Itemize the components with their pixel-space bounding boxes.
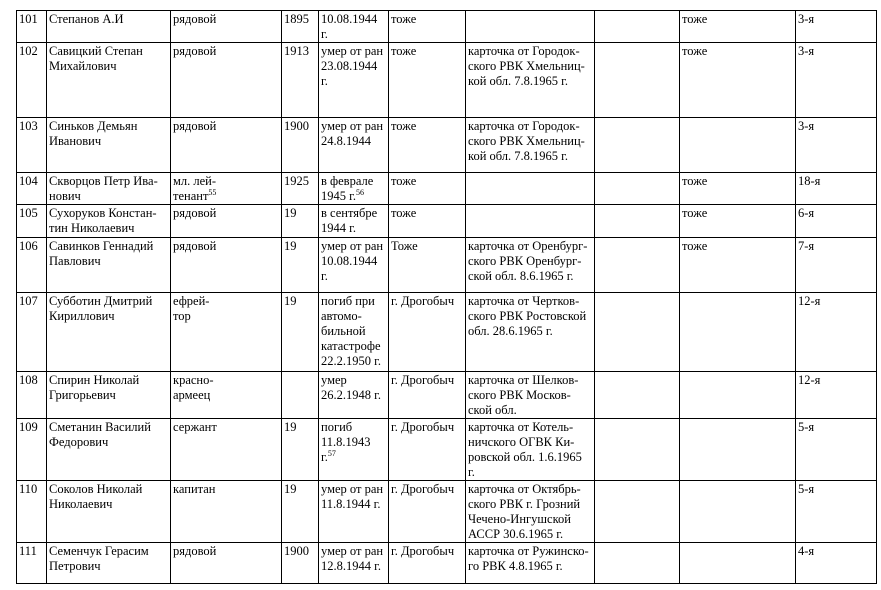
cell-line: 26.2.1948 г. (321, 388, 381, 402)
cell-number (17, 118, 47, 173)
cell-line: рядовой (173, 44, 217, 58)
cell-text: 107 (19, 294, 38, 308)
cell-grave-number (796, 543, 877, 584)
cell-line: погиб при (321, 294, 375, 308)
cell-line: Савинков Геннадий (49, 239, 154, 253)
cell-birth-year (282, 543, 319, 584)
cell-source-card (466, 118, 595, 173)
cell-burial-place (389, 118, 466, 173)
cell-rank (171, 543, 282, 584)
cell-rank (171, 372, 282, 419)
table-row (17, 238, 877, 293)
cell-line: тоже (391, 119, 417, 133)
cell-text: 7-я (798, 239, 815, 253)
cell-burial-place (389, 372, 466, 419)
cell-rank (171, 118, 282, 173)
cell-text: 1900 (284, 119, 309, 133)
cell-line: сержант (173, 420, 217, 434)
cell-empty (595, 543, 680, 584)
cell-line: ского РВК Оренбург- (468, 254, 582, 268)
cell-text: тоже (682, 12, 708, 26)
cell-text: 3-я (798, 44, 815, 58)
cell-text: 103 (19, 119, 38, 133)
cell-empty (595, 43, 680, 118)
cell-full-name (47, 173, 171, 205)
cell-line: Степанов А.И (49, 12, 124, 26)
cell-text: 104 (19, 174, 38, 188)
cell-full-name (47, 43, 171, 118)
table-row (17, 372, 877, 419)
cell-reburial-place (680, 293, 796, 372)
cell-line: Спирин Николай (49, 373, 140, 387)
cell-death-info (319, 543, 389, 584)
cell-line: ского РВК Хмельниц- (468, 134, 585, 148)
footnote-marker: 55 (208, 187, 217, 197)
cell-full-name (47, 11, 171, 43)
cell-text: тоже (682, 44, 708, 58)
cell-line: 10.08.1944 (321, 12, 378, 26)
cell-source-card (466, 43, 595, 118)
cell-burial-place (389, 238, 466, 293)
burial-register-table (16, 10, 877, 584)
cell-line: армеец (173, 388, 211, 402)
cell-line: ничского ОГВК Ки- (468, 435, 575, 449)
cell-text: 3-я (798, 119, 815, 133)
table-row (17, 481, 877, 543)
cell-full-name (47, 372, 171, 419)
cell-line: ского РВК Хмельниц- (468, 59, 585, 73)
cell-text: 1900 (284, 544, 309, 558)
cell-number (17, 481, 47, 543)
cell-grave-number (796, 173, 877, 205)
cell-line: мл. лей- (173, 174, 217, 188)
cell-line: Сметанин Василий (49, 420, 151, 434)
cell-rank (171, 11, 282, 43)
cell-reburial-place (680, 43, 796, 118)
cell-number (17, 238, 47, 293)
cell-reburial-place (680, 173, 796, 205)
cell-reburial-place (680, 543, 796, 584)
cell-number (17, 419, 47, 481)
cell-death-info (319, 11, 389, 43)
cell-line: карточка от Городок- (468, 119, 580, 133)
cell-text: 19 (284, 206, 297, 220)
cell-number (17, 205, 47, 238)
cell-line: карточка от Чертков- (468, 294, 580, 308)
cell-rank (171, 481, 282, 543)
cell-line: тин Николаевич (49, 221, 135, 235)
cell-grave-number (796, 43, 877, 118)
cell-number (17, 293, 47, 372)
cell-source-card (466, 543, 595, 584)
cell-text: 108 (19, 373, 38, 387)
cell-rank (171, 238, 282, 293)
cell-death-info (319, 43, 389, 118)
cell-birth-year (282, 372, 319, 419)
cell-rank (171, 43, 282, 118)
cell-number (17, 372, 47, 419)
cell-grave-number (796, 205, 877, 238)
cell-line: умер от ран (321, 239, 384, 253)
cell-line: тоже (391, 12, 417, 26)
cell-text: 1925 (284, 174, 309, 188)
cell-rank (171, 173, 282, 205)
cell-line: Григорьевич (49, 388, 116, 402)
cell-source-card (466, 205, 595, 238)
cell-line: г. (468, 465, 475, 479)
cell-text: 109 (19, 420, 38, 434)
cell-line: карточка от Октябрь- (468, 482, 581, 496)
cell-source-card (466, 11, 595, 43)
cell-death-info (319, 293, 389, 372)
cell-line: погиб (321, 420, 353, 434)
cell-line: Соколов Николай (49, 482, 143, 496)
cell-line: г.$^{57}$ (321, 448, 336, 464)
cell-full-name (47, 205, 171, 238)
cell-line: ского РВК г. Грозний (468, 497, 581, 511)
cell-death-info (319, 481, 389, 543)
cell-line: бильной (321, 324, 366, 338)
cell-line: умер от ран (321, 482, 384, 496)
cell-burial-place (389, 419, 466, 481)
cell-number (17, 543, 47, 584)
cell-line: г. Дрогобыч (391, 373, 455, 387)
cell-line: тор (173, 309, 191, 323)
table-row (17, 173, 877, 205)
cell-line: 23.08.1944 (321, 59, 378, 73)
cell-full-name (47, 238, 171, 293)
cell-text: тоже (682, 174, 708, 188)
cell-full-name (47, 293, 171, 372)
table-body (17, 11, 877, 584)
table-row (17, 419, 877, 481)
cell-reburial-place (680, 372, 796, 419)
cell-burial-place (389, 543, 466, 584)
cell-line: г. Дрогобыч (391, 294, 455, 308)
cell-empty (595, 205, 680, 238)
cell-death-info (319, 372, 389, 419)
cell-reburial-place (680, 419, 796, 481)
cell-line: Савицкий Степан (49, 44, 143, 58)
cell-line: Михайлович (49, 59, 117, 73)
footnote-marker: 57 (327, 448, 336, 458)
cell-line: автомо- (321, 309, 362, 323)
cell-line: г. Дрогобыч (391, 544, 455, 558)
cell-text: 1913 (284, 44, 309, 58)
cell-line: ровской обл. 1.6.1965 (468, 450, 582, 464)
cell-line: ского РВК Ростовской (468, 309, 587, 323)
cell-reburial-place (680, 205, 796, 238)
table-row (17, 43, 877, 118)
cell-number (17, 11, 47, 43)
cell-text: 102 (19, 44, 38, 58)
table-row (17, 11, 877, 43)
cell-text: тоже (682, 239, 708, 253)
cell-reburial-place (680, 11, 796, 43)
cell-birth-year (282, 173, 319, 205)
cell-full-name (47, 543, 171, 584)
cell-source-card (466, 173, 595, 205)
table-row (17, 118, 877, 173)
cell-line: рядовой (173, 119, 217, 133)
cell-grave-number (796, 293, 877, 372)
footnote-marker: 56 (355, 187, 364, 197)
cell-line: 12.8.1944 г. (321, 559, 381, 573)
cell-text: 6-я (798, 206, 815, 220)
cell-text: 106 (19, 239, 38, 253)
cell-birth-year (282, 419, 319, 481)
cell-line: г. Дрогобыч (391, 482, 455, 496)
cell-empty (595, 293, 680, 372)
cell-rank (171, 293, 282, 372)
cell-empty (595, 118, 680, 173)
cell-line: Синьков Демьян (49, 119, 138, 133)
cell-line: карточка от Ружинско- (468, 544, 589, 558)
cell-line: карточка от Шелков- (468, 373, 579, 387)
cell-line: 11.8.1944 г. (321, 497, 381, 511)
cell-empty (595, 372, 680, 419)
cell-full-name (47, 118, 171, 173)
cell-line: Федорович (49, 435, 109, 449)
cell-line: 1945 г.$^{56}$ (321, 187, 364, 203)
cell-line: г. Дрогобыч (391, 420, 455, 434)
cell-grave-number (796, 11, 877, 43)
cell-line: ского РВК Москов- (468, 388, 571, 402)
cell-full-name (47, 419, 171, 481)
cell-line: кой обл. 7.8.1965 г. (468, 149, 569, 163)
cell-line: Скворцов Петр Ива- (49, 174, 158, 188)
cell-grave-number (796, 118, 877, 173)
cell-burial-place (389, 43, 466, 118)
cell-line: капитан (173, 482, 216, 496)
cell-line: тоже (391, 174, 417, 188)
cell-rank (171, 419, 282, 481)
cell-empty (595, 173, 680, 205)
cell-line: ской обл. 8.6.1965 г. (468, 269, 574, 283)
cell-text: 5-я (798, 482, 815, 496)
cell-death-info (319, 205, 389, 238)
cell-source-card (466, 419, 595, 481)
cell-empty (595, 419, 680, 481)
cell-birth-year (282, 11, 319, 43)
table-row (17, 205, 877, 238)
cell-full-name (47, 481, 171, 543)
cell-line: рядовой (173, 544, 217, 558)
cell-source-card (466, 372, 595, 419)
cell-text: 111 (19, 544, 37, 558)
cell-line: нович (49, 189, 81, 203)
cell-birth-year (282, 43, 319, 118)
cell-empty (595, 481, 680, 543)
cell-line: умер от ран (321, 544, 384, 558)
cell-line: 24.8.1944 (321, 134, 371, 148)
cell-birth-year (282, 481, 319, 543)
cell-text: 1895 (284, 12, 309, 26)
cell-line: Иванович (49, 134, 102, 148)
cell-line: Тоже (391, 239, 418, 253)
cell-birth-year (282, 293, 319, 372)
cell-line: Павлович (49, 254, 101, 268)
cell-reburial-place (680, 238, 796, 293)
cell-line: обл. 28.6.1965 г. (468, 324, 553, 338)
cell-line: 11.8.1943 (321, 435, 371, 449)
cell-number (17, 173, 47, 205)
cell-text: 5-я (798, 420, 815, 434)
cell-text: 4-я (798, 544, 815, 558)
cell-line: Сухоруков Констан- (49, 206, 157, 220)
cell-line: Субботин Дмитрий (49, 294, 153, 308)
cell-line: в феврале (321, 174, 374, 188)
cell-birth-year (282, 118, 319, 173)
cell-line: 22.2.1950 г. (321, 354, 381, 368)
cell-line: г. (321, 27, 328, 41)
cell-text: 12-я (798, 294, 821, 308)
cell-death-info (319, 173, 389, 205)
cell-line: красно- (173, 373, 214, 387)
cell-rank (171, 205, 282, 238)
cell-line: в сентябре (321, 206, 378, 220)
cell-line: умер от ран (321, 44, 384, 58)
cell-line: умер (321, 373, 347, 387)
cell-text: 3-я (798, 12, 815, 26)
cell-line: тенант$^{55}$ (173, 187, 217, 203)
cell-burial-place (389, 293, 466, 372)
cell-birth-year (282, 205, 319, 238)
cell-line: АССР 30.6.1965 г. (468, 527, 564, 541)
cell-reburial-place (680, 481, 796, 543)
cell-line: Николаевич (49, 497, 113, 511)
cell-line: кой обл. 7.8.1965 г. (468, 74, 569, 88)
cell-text: тоже (682, 206, 708, 220)
cell-text: 19 (284, 239, 297, 253)
cell-line: ефрей- (173, 294, 210, 308)
cell-source-card (466, 293, 595, 372)
cell-line: Чечено-Ингушской (468, 512, 571, 526)
table-row (17, 543, 877, 584)
cell-death-info (319, 118, 389, 173)
cell-grave-number (796, 419, 877, 481)
cell-text: 12-я (798, 373, 821, 387)
cell-line: 1944 г. (321, 221, 356, 235)
cell-empty (595, 11, 680, 43)
cell-line: рядовой (173, 206, 217, 220)
cell-source-card (466, 238, 595, 293)
table-row (17, 293, 877, 372)
cell-source-card (466, 481, 595, 543)
cell-empty (595, 238, 680, 293)
cell-number (17, 43, 47, 118)
cell-death-info (319, 419, 389, 481)
cell-text: 110 (19, 482, 38, 496)
cell-line: тоже (391, 44, 417, 58)
cell-line: г. (321, 74, 328, 88)
cell-line: карточка от Городок- (468, 44, 580, 58)
cell-burial-place (389, 481, 466, 543)
cell-line: карточка от Котель- (468, 420, 574, 434)
cell-line: Кириллович (49, 309, 115, 323)
cell-line: 10.08.1944 (321, 254, 378, 268)
cell-line: г. (321, 269, 328, 283)
cell-line: ской обл. (468, 403, 517, 417)
cell-grave-number (796, 238, 877, 293)
cell-grave-number (796, 372, 877, 419)
cell-line: Семенчук Герасим (49, 544, 149, 558)
cell-burial-place (389, 205, 466, 238)
cell-line: катастрофе (321, 339, 381, 353)
cell-text: 19 (284, 294, 297, 308)
cell-line: го РВК 4.8.1965 г. (468, 559, 563, 573)
cell-text: 101 (19, 12, 38, 26)
cell-line: рядовой (173, 239, 217, 253)
cell-birth-year (282, 238, 319, 293)
cell-burial-place (389, 173, 466, 205)
cell-grave-number (796, 481, 877, 543)
cell-text: 19 (284, 420, 297, 434)
cell-line: тоже (391, 206, 417, 220)
cell-reburial-place (680, 118, 796, 173)
cell-line: рядовой (173, 12, 217, 26)
cell-line: карточка от Оренбург- (468, 239, 588, 253)
cell-burial-place (389, 11, 466, 43)
cell-line: умер от ран (321, 119, 384, 133)
cell-line: Петрович (49, 559, 101, 573)
cell-text: 19 (284, 482, 297, 496)
cell-text: 105 (19, 206, 38, 220)
cell-death-info (319, 238, 389, 293)
cell-text: 18-я (798, 174, 821, 188)
